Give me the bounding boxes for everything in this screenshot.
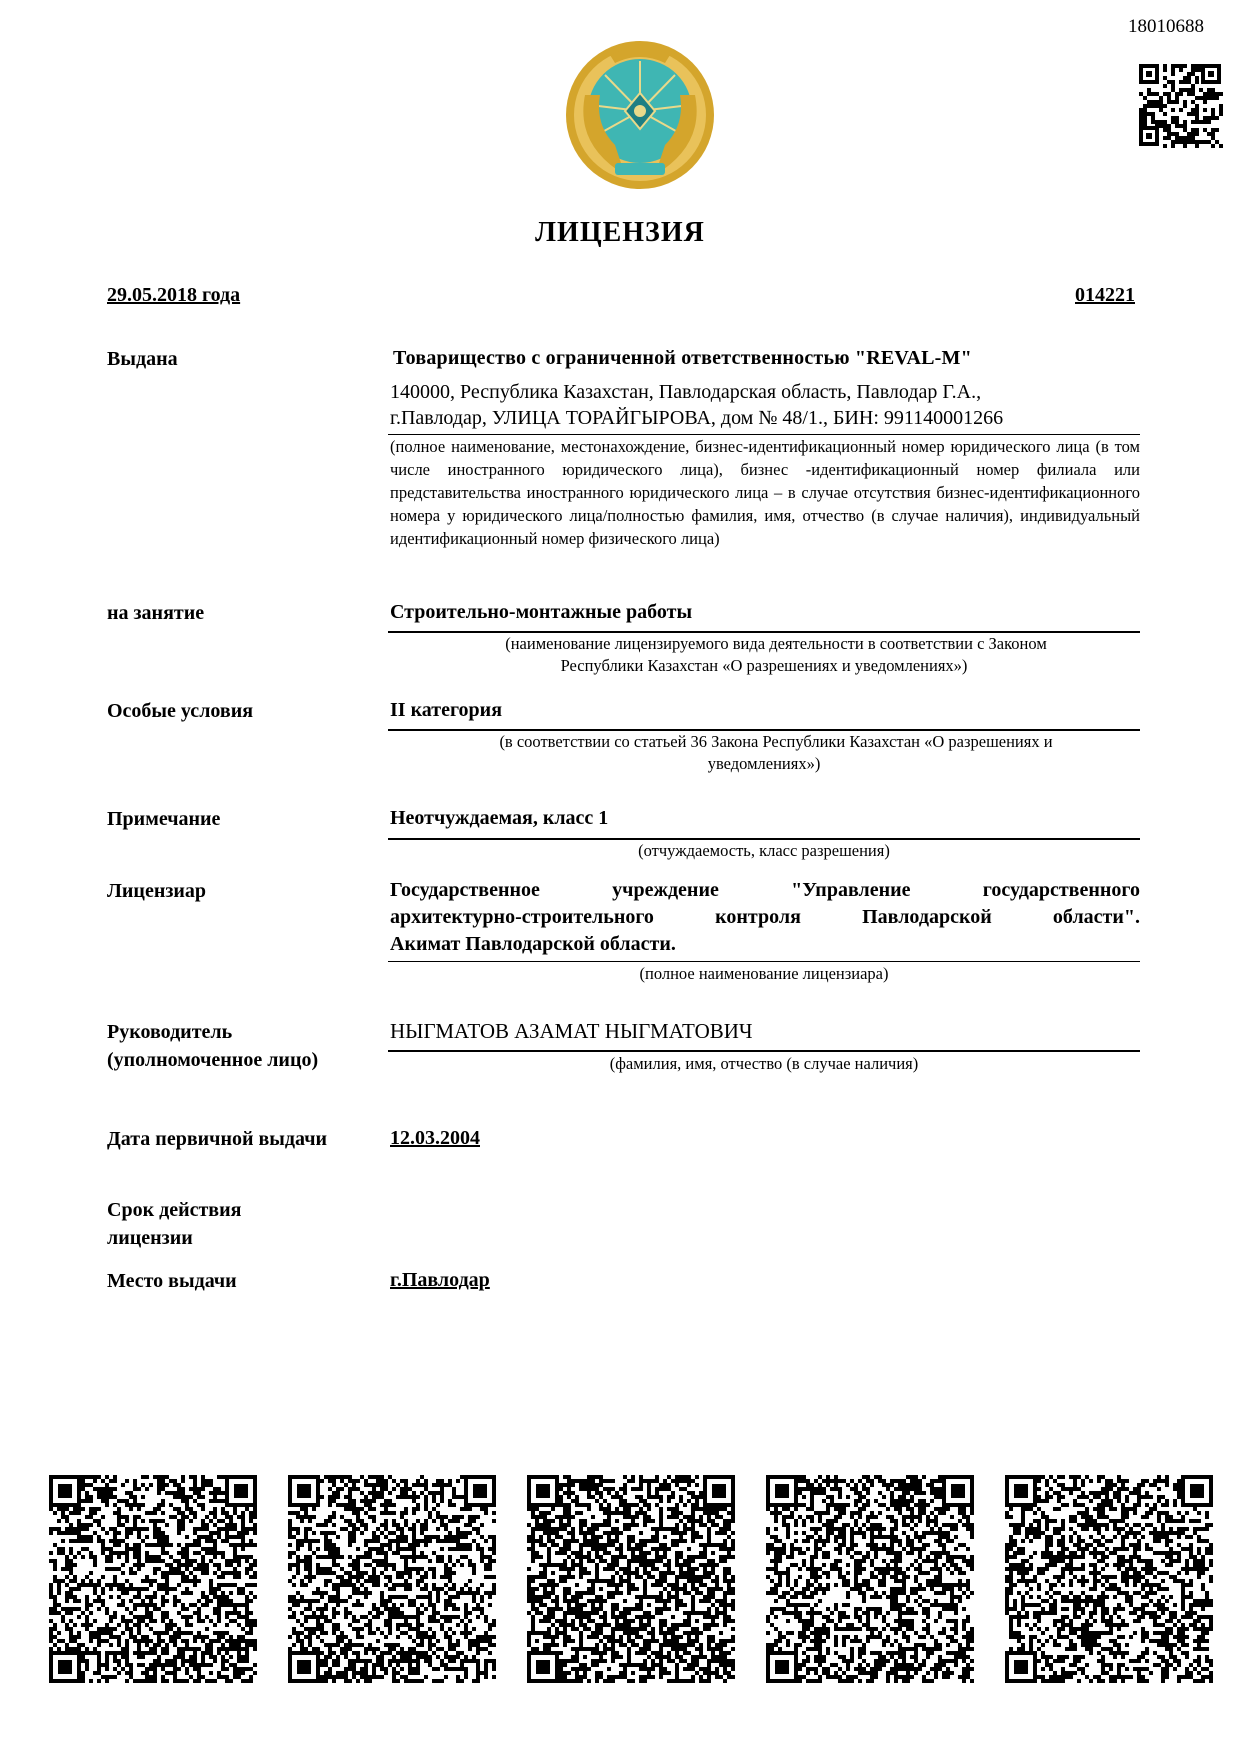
head-label-line1: Руководитель	[107, 1021, 233, 1043]
state-emblem-image	[555, 35, 725, 195]
licensor-value-line1: Государственное учреждение "Управление государственного	[390, 879, 1140, 901]
head-value: НЫГМАТОВ АЗАМАТ НЫГМАТОВИЧ	[390, 1019, 753, 1043]
remark-label: Примечание	[107, 808, 221, 830]
issued-label: Выдана	[107, 348, 178, 370]
special-conditions-note-line1: (в соответствии со статьей 36 Закона Республики Казахстан «О разрешениях и	[499, 732, 1053, 751]
document-number: 18010688	[1128, 16, 1204, 37]
activity-note-line2: Республики Казахстан «О разрешениях и уведомлениях»)	[560, 656, 968, 675]
issued-address-line2: г.Павлодар, УЛИЦА ТОРАЙГЫРОВА, дом № 48/1., БИН: 991140001266	[390, 407, 1004, 429]
special-conditions-value: II категория	[390, 699, 503, 721]
special-conditions-note-line2: уведомлениях»)	[707, 754, 821, 773]
issued-organization: Товарищество с ограниченной ответственностью "REVAL-M"	[393, 347, 972, 369]
activity-value: Строительно-монтажные работы	[390, 601, 693, 623]
license-number: 014221	[1075, 284, 1135, 306]
head-divider	[388, 1050, 1140, 1052]
activity-note-line1: (наименование лицензируемого вида деятельности в соответствии с Законом	[505, 634, 1047, 653]
license-date: 29.05.2018 года	[107, 284, 241, 306]
validity-label-line2: лицензии	[107, 1227, 193, 1249]
head-note: (фамилия, имя, отчество (в случае наличия)	[609, 1054, 919, 1073]
first-issue-label: Дата первичной выдачи	[107, 1128, 328, 1150]
place-value: г.Павлодар	[390, 1269, 490, 1291]
activity-label: на занятие	[107, 602, 205, 624]
issued-address-line1: 140000, Республика Казахстан, Павлодарская область, Павлодар Г.А.,	[390, 381, 982, 403]
issued-note: (полное наименование, местонахождение, бизнес-идентификационный номер юридического лица (в том числе иностранного юридического лица), бизнес -идентификационный номер филиала или представительства иностранного юридического лица – в случае отсутствия бизнес-идентификационного номера у юридического лица/полностью фамилия, имя, отчество (в случае наличия), индивидуальный идентификационный номер физического лица)	[390, 437, 1140, 548]
special-conditions-label: Особые условия	[107, 700, 254, 722]
page-title: ЛИЦЕНЗИЯ	[535, 217, 705, 248]
first-issue-value: 12.03.2004	[390, 1127, 480, 1149]
qr-code-bottom-1	[49, 1475, 257, 1683]
remark-note: (отчуждаемость, класс разрешения)	[638, 841, 890, 860]
qr-code-bottom-3	[527, 1475, 735, 1683]
head-label-line2: (уполномоченное лицо)	[107, 1049, 319, 1071]
remark-value: Неотчуждаемая, класс 1	[390, 807, 609, 829]
qr-code-top	[1137, 62, 1223, 148]
licensor-value-line2: архитектурно-строительного контроля Павлодарской области".	[390, 906, 1140, 928]
place-label: Место выдачи	[107, 1270, 237, 1292]
licensor-note: (полное наименование лицензиара)	[639, 964, 889, 983]
licensor-divider	[388, 961, 1140, 962]
licensor-value-line3: Акимат Павлодарской области.	[390, 933, 676, 955]
validity-label-line1: Срок действия	[107, 1199, 242, 1221]
qr-code-bottom-4	[766, 1475, 974, 1683]
qr-code-bottom-2	[288, 1475, 496, 1683]
qr-code-bottom-5	[1005, 1475, 1213, 1683]
licensor-label: Лицензиар	[107, 880, 207, 902]
